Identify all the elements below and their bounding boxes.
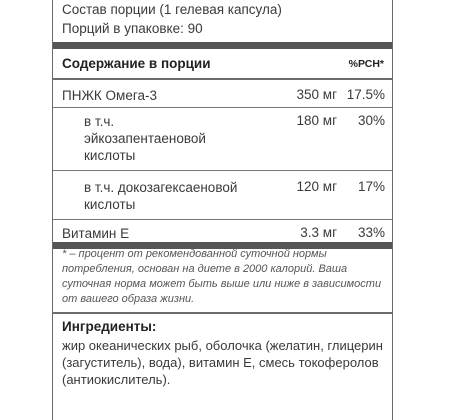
footnote: * – процент от рекомендованной суточной нормы потребления, основан на диете в 2000 калорий. Ваша суточная норма может быть выше или ниже в зависимости от вашего образа жизни.: [62, 248, 382, 305]
epa-dv: 30%: [357, 113, 385, 128]
row-divider: [53, 219, 392, 220]
epa-name: [84, 113, 206, 164]
ingredients-divider: [53, 312, 392, 314]
header-divider: [53, 78, 392, 80]
dha-name-line-1: в т.ч. докозагексаеновой: [84, 180, 238, 195]
nutrition-facts-panel: [52, 0, 393, 420]
row-divider: [53, 107, 392, 108]
servings-per-container: Порций в упаковке: 90: [62, 21, 203, 36]
dha-name-line-2: кислоты: [84, 197, 136, 212]
epa-name-line-2: эйкозапентаеновой: [84, 131, 206, 146]
omega3-dv: 17.5%: [346, 87, 385, 102]
omega3-amount: 350 мг: [296, 87, 337, 102]
thick-divider: [53, 42, 392, 49]
daily-value-heading: %РСН*: [348, 58, 384, 70]
dha-dv: 17%: [357, 179, 385, 194]
serving-size: Состав порции (1 гелевая капсула): [62, 2, 282, 17]
omega3-name: ПНЖК Омега-3: [62, 88, 157, 103]
row-divider: [53, 170, 392, 171]
vitamin-e-amount: 3.3 мг: [300, 225, 337, 240]
epa-amount: 180 мг: [296, 113, 337, 128]
ingredients-title: Ингредиенты:: [62, 319, 157, 334]
vitamin-e-name: Витамин Е: [62, 226, 130, 241]
epa-name-line-1: в т.ч.: [84, 114, 115, 129]
ingredients-text: жир океанических рыб, оболочка (желатин, глицерин (загуститель), вода), витамин Е, смесь токоферолов (антиокислитель).: [62, 338, 383, 387]
dha-name: [84, 179, 237, 213]
epa-name-line-3: кислоты: [84, 148, 136, 163]
vitamin-e-dv: 33%: [357, 225, 385, 240]
content-per-serving-heading: Содержание в порции: [62, 56, 211, 71]
dha-amount: 120 мг: [296, 179, 337, 194]
